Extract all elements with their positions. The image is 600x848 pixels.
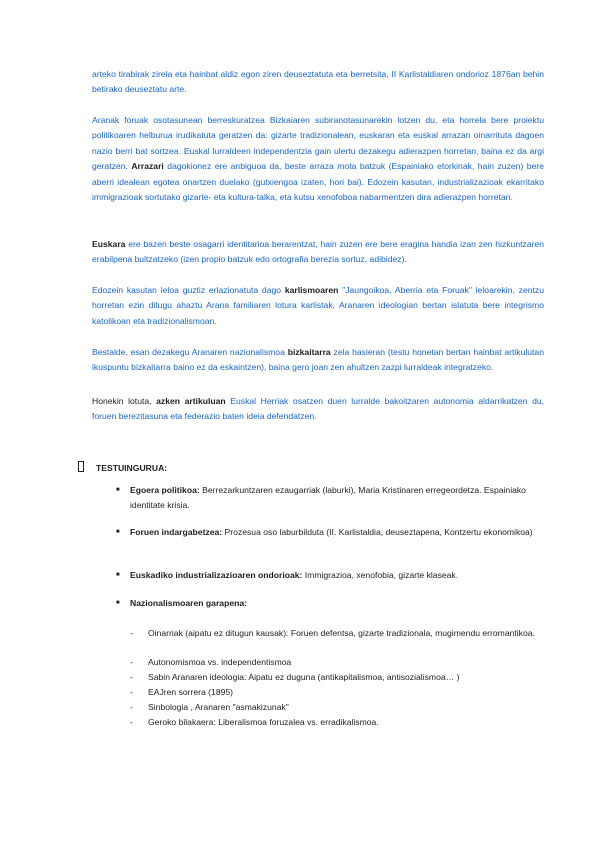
item-text: Prozesua oso laburbilduta (II. Karlistaldia, deuseztapena, Kontzertu ekonomikoa) — [224, 527, 533, 537]
dash-bullet: - — [130, 628, 133, 638]
item-label: Egoera politikoa: — [130, 485, 200, 495]
sub-item-eaj: EAJren sorrera (1895) — [148, 687, 234, 697]
p2-text-1: Aranak foruak osotasunean berreskuratzea Bizkaiaren subiranotasunarekin lotzen du, eta horrela bere proiektu politikoaren helburua irudikatuta geratzen da: gizarte tradizionalean, euskaran eta euskal arrazan oinarrituta dagoen nazio berri bat sortzea. Euskal lurraldeen independentzia gain ulertu dezakegu adierazpen horretan, baina ez da argi geratzen. — [92, 115, 544, 172]
keyword-bizkaitarra: bizkaitarra — [287, 347, 331, 357]
keyword-karlismoaren: karlismoaren — [284, 285, 339, 295]
keyword-euskara: Euskara — [92, 239, 126, 249]
item-label: Nazionalismoaren garapena: — [130, 598, 248, 608]
paragraph-euskara — [92, 237, 544, 268]
list-item-foruen-indargabetzea — [130, 525, 544, 540]
square-bullet-icon: ■ — [116, 487, 120, 493]
item-text: Berrezarkuntzaren ezaugarriak (laburki), Maria Kristinaren erregeordetza. Espainiako identitate krisia. — [130, 485, 526, 511]
sub-item-bilakaera: Geroko bilakaera: Liberalismoa foruzalea vs. erradikalismoa. — [148, 717, 379, 727]
paragraph-arana-project — [92, 113, 544, 205]
dash-bullet: - — [130, 672, 133, 682]
item-label: Euskadiko industrializazioaren ondorioak: — [130, 570, 303, 580]
section-heading — [78, 461, 167, 474]
dash-bullet: - — [130, 702, 133, 712]
sub-item-autonomismoa: Autonomismoa vs. independentismoa — [148, 657, 292, 667]
paragraph-bizkaitarra — [92, 345, 544, 376]
list-item-egoera-politikoa — [130, 483, 544, 514]
checkbox-square-icon — [78, 461, 84, 472]
list-item-industrializazioa — [130, 568, 544, 583]
dash-bullet: - — [130, 657, 133, 667]
p5-text-1: Bestalde, esan dezakegu Aranaren nazionalismoa — [92, 347, 285, 357]
p6-text-2: Euskal Herriak osatzen duen lurralde bakoitzaren autonomia aldarrikatzen du, foruen berezitasuna eta federazio baten ideia defendatzen. — [92, 396, 545, 422]
item-text: Immigrazioa, xenofobia, gizarte klaseak. — [304, 570, 459, 580]
paragraph-karlismoa — [92, 283, 544, 329]
square-bullet-icon: ■ — [116, 572, 120, 578]
p4-text-1: Edozein kasutan leloa guztiz erlazionatuta dago — [92, 285, 282, 295]
item-label: Foruen indargabetzea: — [130, 527, 223, 537]
square-bullet-icon: ■ — [116, 529, 120, 535]
p4-text-2: "Jaungoikoa, Aberria eta Foruak" leloarekin, zentzu horretan ezin ditugu ahaztu Arana familiaren lotura karlistak, Aranaren ideologian bertan islatuta bere integrismo katolikoan eta tradizionalismoan. — [92, 285, 544, 326]
dash-bullet: - — [130, 717, 133, 727]
p3-text-1: ere bazen beste osagarri identitarioa berarentzat, hain zuzen ere bere eragina handia izan zen hizkuntzaren erabilpena bultzatzeko (izen propio batzuk edo ortografia berezia sortuz, adibidez). — [92, 239, 545, 265]
p6-text-1: Honekin lotuta, — [92, 396, 152, 406]
p2-text-2: dagokionez ere anbiguoa da, beste arraza mota batzuk (Espainiako etorkinak, hain zuzen) bere aberri idealean egotea onartzen duelako (gutxiengoa izaten, hori bai). Edozein kasutan, industrializazioak ekarritako immigrazioak sortutako gizarte- eta kultura-talka, eta kutsu xenofoboa nabarmentzen dira adierazpen horretan. — [92, 161, 544, 203]
dash-bullet: - — [130, 687, 133, 697]
square-bullet-icon: ■ — [116, 600, 120, 606]
section-title: TESTUINGURUA: — [96, 463, 168, 473]
sub-item-ideologia: Sabin Aranaren ideologia: Aipatu ez duguna (antikapitalismoa, antisozialismoa… ) — [148, 672, 460, 682]
paragraph-foruak-history: arteko tirabirak zirela eta hainbat aldiz egon ziren deuseztatuta eta berretsita, II Karlistaldiaren ondorioz 1876an behin betirako deuseztatu arte. — [92, 69, 544, 95]
paragraph-azken-artikulua — [92, 394, 544, 425]
keyword-azken-artikuluan: azken artikuluan — [156, 396, 226, 406]
sub-item-sinbologia: Sinbologia , Aranaren "asmakizunak" — [148, 702, 289, 712]
p5-text-2: zela hasieran (testu honetan bertan hainbat artikulutan ikuspuntu bizkaitarra baino ez da eskaintzen), baina gero joan zen ahultzen zazpi lurraldeak integratzeko. — [92, 347, 544, 373]
keyword-arrazari: Arrazari — [131, 161, 164, 172]
list-item-nazionalismoa — [130, 596, 544, 611]
sub-item-oinarriak: Oinarriak (aipatu ez ditugun kausak): Foruen defentsa, gizarte tradizionala, mugimendu erromantikoa. — [148, 628, 535, 638]
